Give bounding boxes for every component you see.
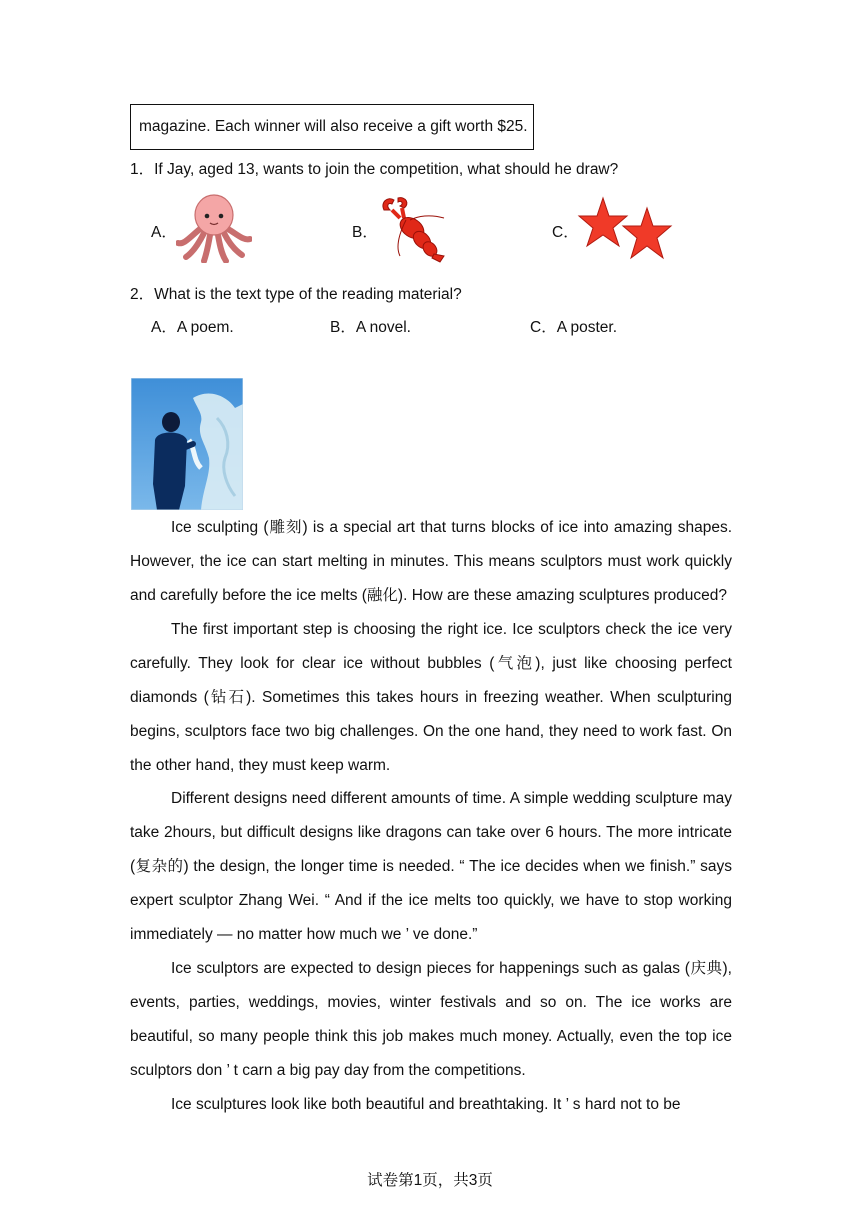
passage-paragraph-3: Different designs need different amounts of time. A simple wedding sculpture may take 2hours, but difficult designs like dragons can take over 6 hours. The more intricate (复杂的) the design, the longer time is needed. “ The ice decides when we finish.” says expert sculptor Zhang Wei. “ And if the ice melts too quickly, we have to stop working immediately — no matter how much we ’ ve done.” (130, 790, 732, 943)
q1-option-b-label: B． (352, 224, 378, 241)
ice-sculptor-photo (131, 378, 243, 510)
q2-option-c: C．A poster. (530, 319, 618, 336)
q1-option-c-label: C． (552, 224, 579, 241)
question-2-stem: 2．What is the text type of the reading material? (130, 286, 462, 303)
lobster-icon (378, 196, 448, 264)
octopus-icon (176, 193, 252, 263)
q1-option-a-label: A． (151, 224, 177, 241)
q2-option-b: B．A novel. (330, 319, 411, 336)
q2-option-a: A．A poem. (151, 319, 234, 336)
starfish-icon (577, 196, 675, 262)
page-footer: 试卷第1页，共3页 (367, 1172, 493, 1189)
notice-box (130, 104, 534, 150)
passage-paragraph-1: Ice sculpting (雕刻) is a special art that turns blocks of ice into amazing shapes. However, the ice can start melting in minutes. This means sculptors must work quickly and carefully before the ice melts (融化). How are these amazing sculptures produced? (130, 519, 732, 604)
passage-paragraph-4: Ice sculptors are expected to design pieces for happenings such as galas (庆典), events, parties, weddings, movies, winter festivals and so on. The ice works are beautiful, so many people think this job makes much money. Actually, even the top ice sculptors don ’ t carn a big pay day from the competitions. (130, 960, 732, 1079)
notice-text: magazine. Each winner will also receive a gift worth $25. (139, 118, 528, 135)
question-1-stem: 1．If Jay, aged 13, wants to join the competition, what should he draw? (130, 161, 619, 178)
passage-paragraph-2: The first important step is choosing the right ice. Ice sculptors check the ice very carefully. They look for clear ice without bubbles (气泡), just like choosing perfect diamonds (钻石). Sometimes this takes hours in freezing weather. When sculpturing begins, sculptors face two big challenges. On the one hand, they need to work fast. On the other hand, they must keep warm. (130, 621, 732, 774)
passage-paragraph-5: Ice sculptures look like both beautiful and breathtaking. It ’ s hard not to be (171, 1096, 681, 1113)
